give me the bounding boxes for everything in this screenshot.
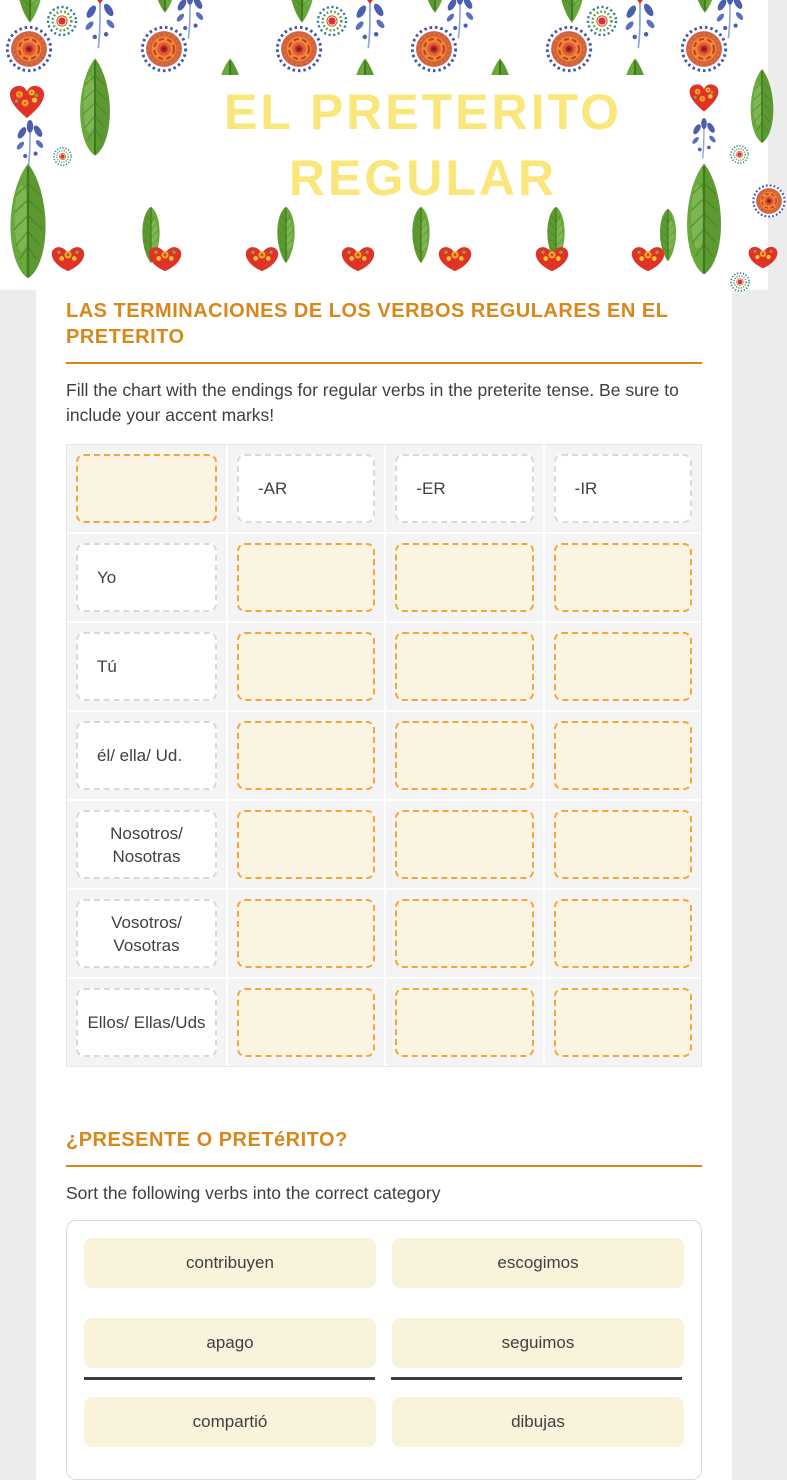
row-label-tu: Tú	[76, 632, 217, 701]
table-cell	[67, 445, 226, 532]
row-label-nosotros: Nosotros/ Nosotras	[76, 810, 217, 879]
table-cell	[386, 890, 542, 977]
answer-slot-el-ir[interactable]	[554, 721, 692, 790]
table-cell	[228, 534, 384, 621]
endings-instructions: Fill the chart with the endings for regular verbs in the preterite tense. Be sure to include your accent marks!	[66, 380, 679, 425]
word-chip-dibujas[interactable]: dibujas	[392, 1397, 684, 1447]
section-heading-endings: LAS TERMINACIONES DE LOS VERBOS REGULARES EN EL PRETERITO	[66, 300, 669, 348]
row-label-ellos: Ellos/ Ellas/Uds	[76, 988, 217, 1057]
worksheet-card	[36, 290, 732, 1480]
banner-title-box	[163, 75, 683, 215]
leaf-icon	[744, 68, 780, 144]
answer-slot-vosotros-er[interactable]	[395, 899, 533, 968]
mandala-flower-icon	[4, 24, 54, 74]
mandala-flower-icon	[729, 271, 751, 293]
table-cell	[545, 801, 701, 888]
leaf-icon	[75, 52, 115, 162]
answer-slot-nosotros-er[interactable]	[395, 810, 533, 879]
mandala-flower-icon	[409, 24, 459, 74]
word-chip-escogimos[interactable]: escogimos	[392, 1238, 684, 1288]
flower-sprig-icon	[622, 0, 658, 50]
answer-slot-el-ar[interactable]	[237, 721, 375, 790]
answer-slot-ellos-ar[interactable]	[237, 988, 375, 1057]
mandala-flower-icon	[729, 144, 750, 165]
table-cell	[228, 979, 384, 1066]
banner	[0, 0, 768, 290]
section-divider	[66, 1165, 702, 1167]
table-cell	[67, 623, 226, 710]
section-heading-sort: ¿PRESENTE O PRETéRITO?	[66, 1129, 348, 1151]
word-bank	[66, 1220, 702, 1480]
heart-flower-icon	[50, 245, 86, 272]
table-cell	[67, 979, 226, 1066]
mandala-flower-icon	[274, 24, 324, 74]
row-label-yo: Yo	[76, 543, 217, 612]
answer-slot-corner[interactable]	[76, 454, 217, 523]
table-cell	[545, 623, 701, 710]
section-divider	[66, 362, 702, 364]
table-cell	[386, 445, 542, 532]
answer-slot-vosotros-ar[interactable]	[237, 899, 375, 968]
banner-title-line1: EL PRETERITO	[223, 84, 623, 140]
table-cell	[386, 712, 542, 799]
table-cell	[545, 712, 701, 799]
table-cell	[386, 534, 542, 621]
answer-slot-yo-ir[interactable]	[554, 543, 692, 612]
banner-title-line2: REGULAR	[288, 150, 558, 206]
table-cell	[228, 623, 384, 710]
answer-slot-ellos-ir[interactable]	[554, 988, 692, 1057]
answer-slot-tu-er[interactable]	[395, 632, 533, 701]
mandala-flower-icon	[52, 146, 73, 167]
leaf-icon	[10, 0, 50, 24]
word-chip-apago[interactable]: apago	[84, 1318, 376, 1368]
heart-flower-icon	[147, 245, 183, 272]
heart-flower-icon	[534, 245, 570, 272]
flower-sprig-icon	[82, 0, 118, 50]
answer-slot-nosotros-ar[interactable]	[237, 810, 375, 879]
flower-sprig-icon	[690, 114, 718, 164]
table-cell	[228, 801, 384, 888]
table-cell	[545, 979, 701, 1066]
table-cell	[545, 445, 701, 532]
flower-sprig-icon	[352, 0, 388, 50]
table-cell	[67, 712, 226, 799]
mandala-flower-icon	[544, 24, 594, 74]
answer-slot-yo-er[interactable]	[395, 543, 533, 612]
answer-slot-tu-ar[interactable]	[237, 632, 375, 701]
table-cell	[228, 445, 384, 532]
heart-flower-icon	[244, 245, 280, 272]
answer-slot-nosotros-ir[interactable]	[554, 810, 692, 879]
leaf-icon	[400, 206, 442, 264]
table-cell	[545, 890, 701, 977]
heart-flower-icon	[8, 84, 46, 120]
column-header-er: -ER	[395, 454, 533, 523]
row-label-vosotros: Vosotros/ Vosotras	[76, 899, 217, 968]
mandala-flower-icon	[751, 183, 787, 219]
heart-flower-icon	[747, 243, 779, 271]
column-header-ar: -AR	[237, 454, 375, 523]
next-element-partial	[84, 1377, 375, 1380]
table-cell	[67, 890, 226, 977]
table-cell	[545, 534, 701, 621]
row-label-el-ella-ud: él/ ella/ Ud.	[76, 721, 217, 790]
table-cell	[228, 890, 384, 977]
column-header-ir: -IR	[554, 454, 692, 523]
word-chip-seguimos[interactable]: seguimos	[392, 1318, 684, 1368]
leaf-icon	[2, 162, 54, 280]
table-cell	[228, 712, 384, 799]
mandala-flower-icon	[679, 24, 729, 74]
table-cell	[386, 623, 542, 710]
heart-flower-icon	[437, 245, 473, 272]
heart-flower-icon	[688, 80, 720, 116]
table-cell	[386, 979, 542, 1066]
sort-instructions: Sort the following verbs into the correct category	[66, 1183, 441, 1203]
word-chip-contribuyen[interactable]: contribuyen	[84, 1238, 376, 1288]
word-chip-compartio[interactable]: compartió	[84, 1397, 376, 1447]
next-element-partial	[391, 1377, 682, 1380]
answer-slot-el-er[interactable]	[395, 721, 533, 790]
mandala-flower-icon	[139, 24, 189, 74]
answer-slot-yo-ar[interactable]	[237, 543, 375, 612]
table-cell	[67, 534, 226, 621]
answer-slot-tu-ir[interactable]	[554, 632, 692, 701]
answer-slot-vosotros-ir[interactable]	[554, 899, 692, 968]
answer-slot-ellos-er[interactable]	[395, 988, 533, 1057]
table-cell	[386, 801, 542, 888]
table-cell	[67, 801, 226, 888]
heart-flower-icon	[630, 245, 666, 272]
section-spacer	[66, 1067, 702, 1127]
heart-flower-icon	[340, 245, 376, 272]
verb-endings-table	[66, 444, 702, 1067]
